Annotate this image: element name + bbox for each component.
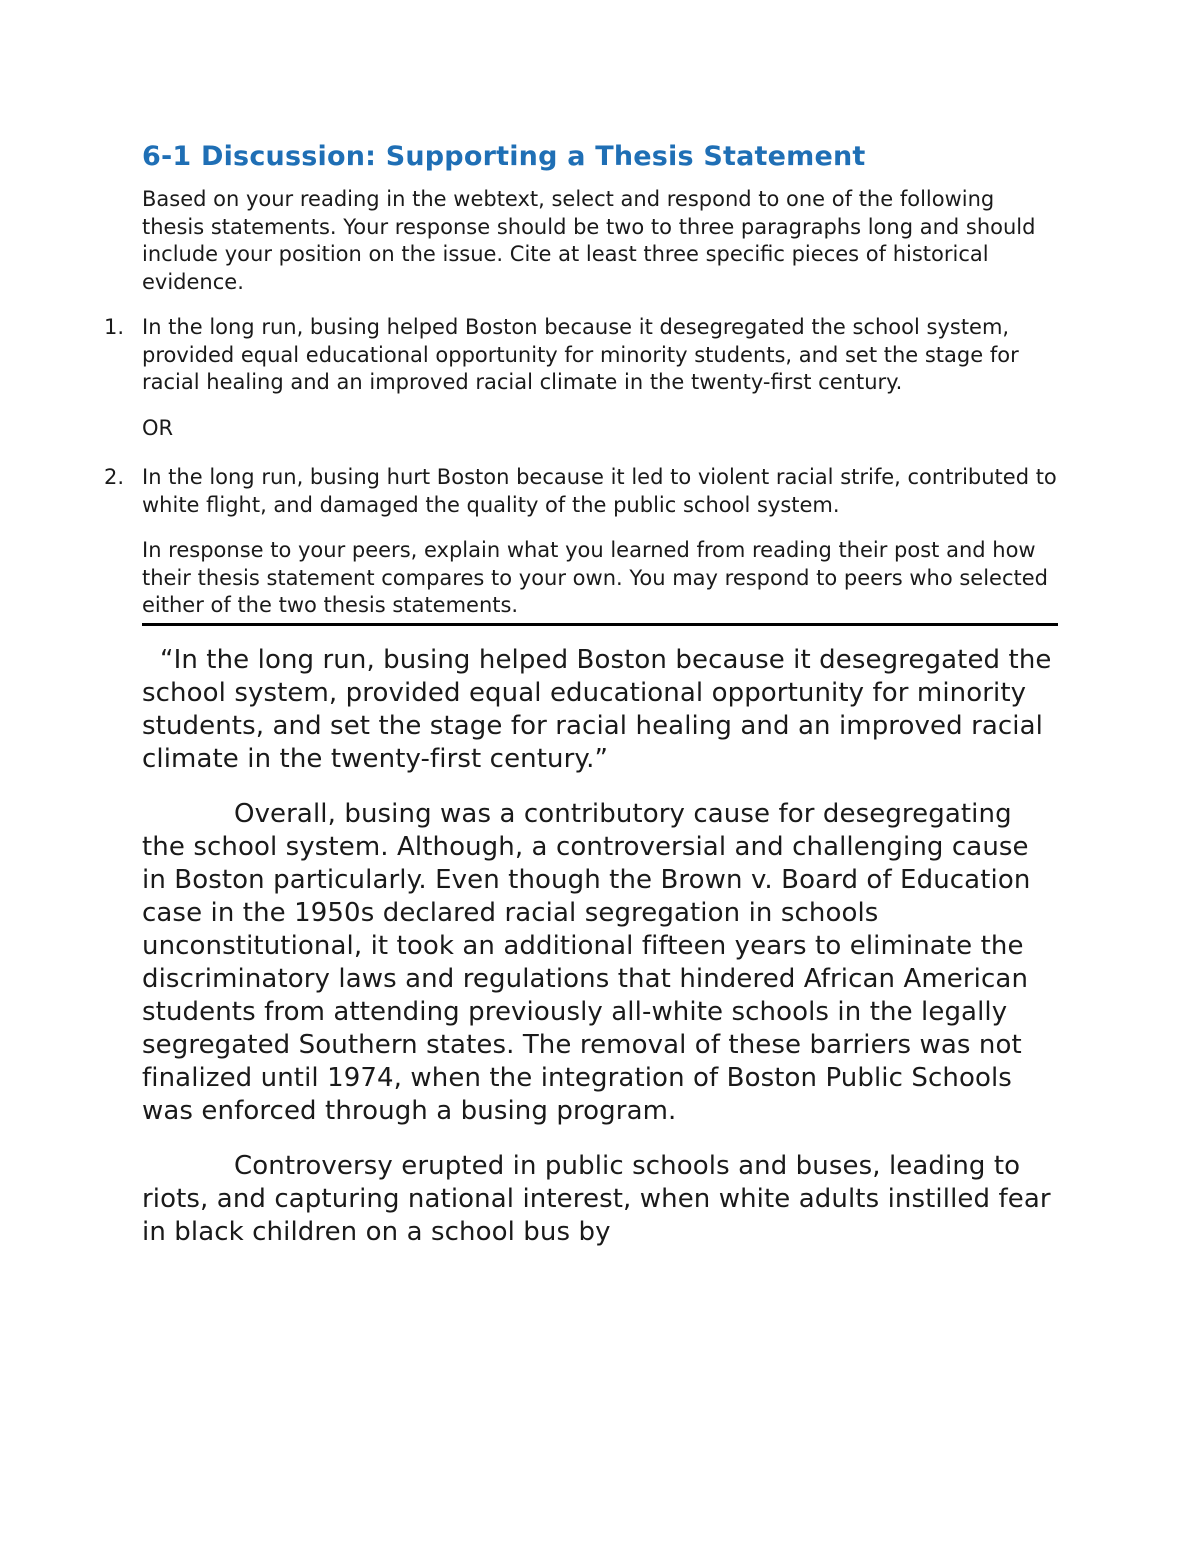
essay-thesis-quote: “In the long run, busing helped Boston because it desegregated the school system, provided equal educational opportunity for minority students, and set the stage for racial healing and an improved racial climate in the twenty-first century.”: [142, 644, 1052, 774]
thesis-number: 2.: [104, 465, 125, 489]
thesis-text: In the long run, busing hurt Boston because it led to violent racial strife, contributed to white flight, and damaged the quality of the public school system.: [142, 465, 1057, 517]
horizontal-divider: [142, 623, 1058, 626]
peer-response-instructions: In response to your peers, explain what you learned from reading their post and how their thesis statement compares to your own. You may respond to peers who selected either of the two thesis statements.: [142, 538, 1049, 617]
list-item: [104, 314, 1060, 397]
essay-paragraph: Overall, busing was a contributory cause for desegregating the school system. Although, a controversial and challenging cause in Boston particularly. Even though the Brown v. Board of Education case in the 1950s declared racial segregation in schools unconstitutional, it took an additional fifteen years to eliminate the discriminatory laws and regulations that hindered African American students from attending previously all-white schools in the legally segregated Southern states. The removal of these barriers was not finalized until 1974, when the integration of Boston Public Schools was enforced through a busing program.: [142, 798, 1031, 1126]
thesis-list: [104, 314, 1060, 519]
discussion-prompt: Based on your reading in the webtext, select and respond to one of the following thesis statements. Your response should be two to three paragraphs long and should include your position on the issue. Cite at least three specific pieces of historical evidence.: [142, 187, 1036, 294]
thesis-text: In the long run, busing helped Boston because it desegregated the school system, provided equal educational opportunity for minority students, and set the stage for racial healing and an improved racial climate in the twenty-first century.: [142, 315, 1019, 394]
page-title: 6-1 Discussion: Supporting a Thesis Statement: [142, 141, 866, 172]
list-item: [104, 464, 1060, 519]
essay-paragraph: Controversy erupted in public schools and buses, leading to riots, and capturing national interest, when white adults instilled fear in black children on a school bus by: [142, 1150, 1051, 1247]
or-separator: OR: [142, 415, 174, 440]
thesis-number: 1.: [104, 315, 125, 339]
document-page: [104, 138, 1060, 1271]
essay-body: [142, 644, 1060, 1249]
